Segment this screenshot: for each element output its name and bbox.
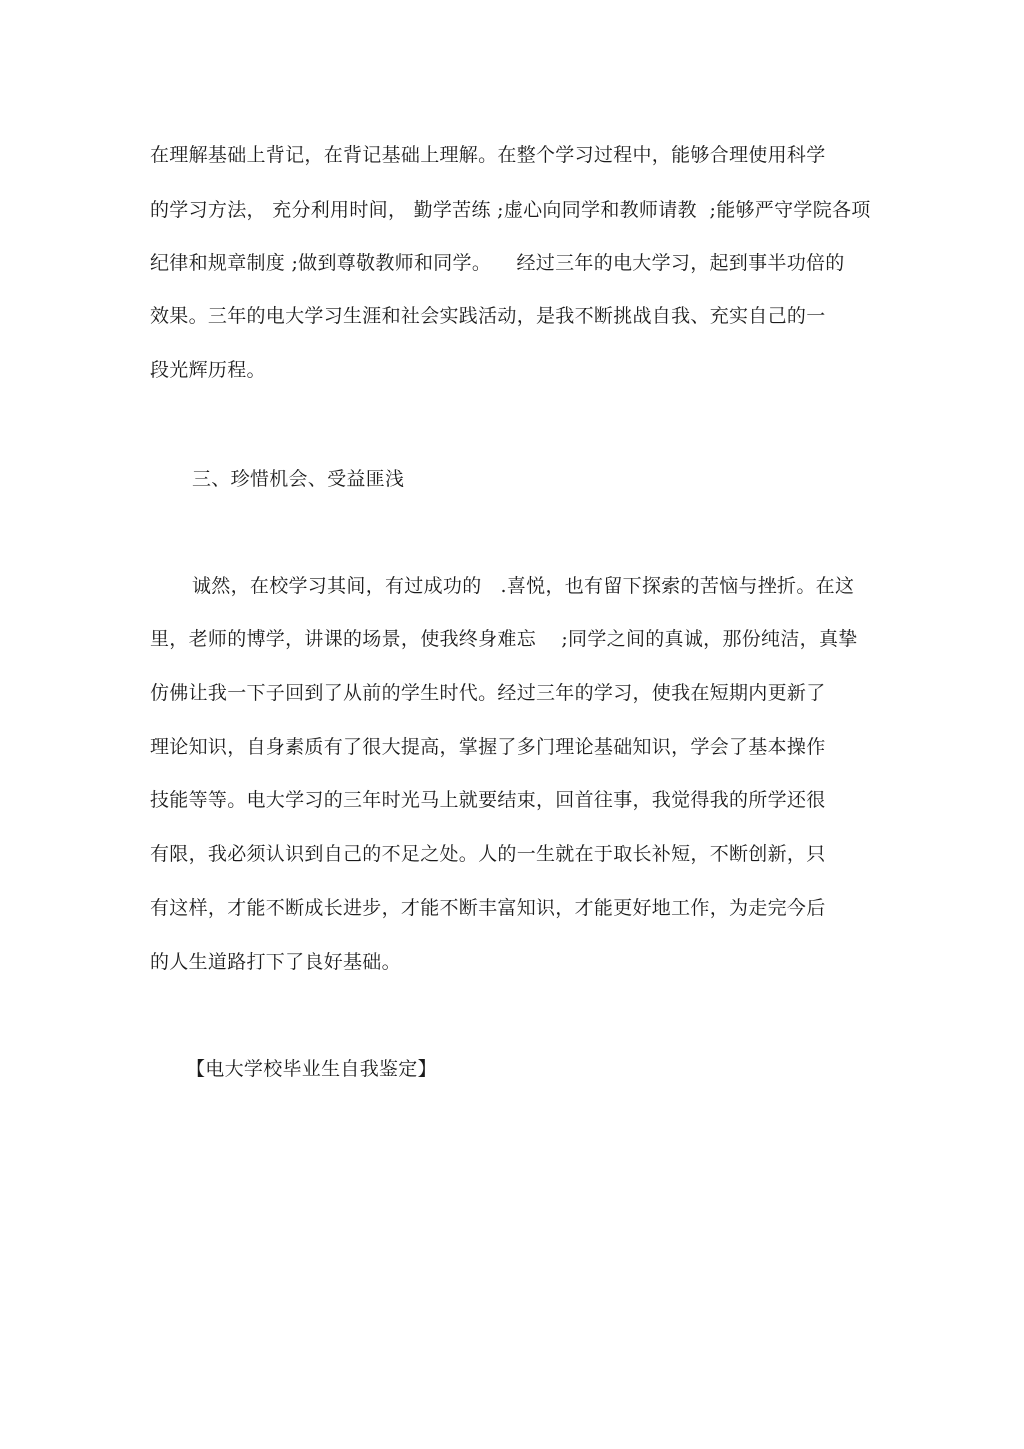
text-line: 诚然，在校学习其间，有过成功的 .喜悦，也有留下探索的苦恼与挫折。在这	[192, 575, 855, 597]
next-section-title: 【电大学校毕业生自我鉴定】	[186, 1058, 437, 1080]
text-line: 有限，我必须认识到自己的不足之处。人的一生就在于取长补短，不断创新，只	[150, 843, 826, 865]
text-line: 的人生道路打下了良好基础。	[150, 951, 401, 973]
text-line: 里，老师的博学，讲课的场景，使我终身难忘 ;同学之间的真诚，那份纯洁，真挚	[150, 628, 858, 650]
text-line: 效果。三年的电大学习生涯和社会实践活动，是我不断挑战自我、充实自己的一	[150, 305, 826, 327]
text-line: 纪律和规章制度 ;做到尊敬教师和同学。 经过三年的电大学习，起到事半功倍的	[150, 252, 845, 274]
text-line: 技能等等。电大学习的三年时光马上就要结束，回首往事，我觉得我的所学还很	[150, 789, 826, 811]
text-line: 在理解基础上背记，在背记基础上理解。在整个学习过程中，能够合理使用科学	[150, 144, 826, 166]
text-line: 仿佛让我一下子回到了从前的学生时代。经过三年的学习，使我在短期内更新了	[150, 682, 826, 704]
text-line: 的学习方法， 充分利用时间， 勤学苦练 ;虚心向同学和教师请教 ;能够严守学院各项	[150, 199, 871, 221]
text-line: 段光辉历程。	[150, 359, 266, 381]
text-line: 有这样，才能不断成长进步，才能不断丰富知识，才能更好地工作，为走完今后	[150, 897, 826, 919]
section-heading: 三、珍惜机会、受益匪浅	[192, 468, 405, 490]
text-line: 理论知识，自身素质有了很大提高，掌握了多门理论基础知识，学会了基本操作	[150, 736, 826, 758]
